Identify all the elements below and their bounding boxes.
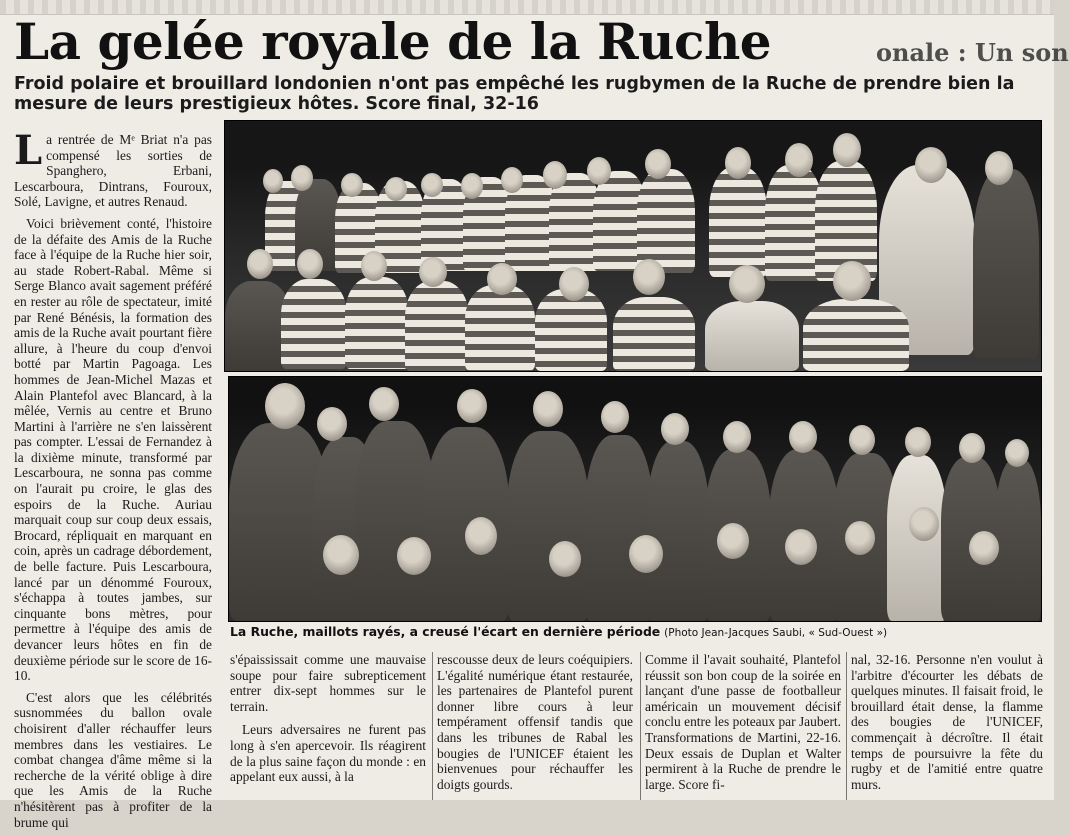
lead-column (14, 127, 212, 836)
team-photo-bottom (228, 376, 1042, 622)
team-photo-top (224, 120, 1042, 372)
lead-paragraph-2: Voici brièvement conté, l'histoire de la défaite des Amis de la Ruche face à l'équipe de la Ruche hier soir, au stade Robert-Rabal. Même si Serge Blanco avait sagement préféré en rester au rôle de spectateur, imité par René Bénésis, la formation des amis de la Ruche avait pourtant fière allure, à l'heure du coup d'envoi botté par Martin Pagoaga. Les hommes de Jean-Michel Mazas et Alain Plantefol avec Blancard, à la mêlée, Vernis au centre et Bruno Martini à l'arrière ne s'en laissèrent pas compter. L'essai de Fernandez à la dixième minute, transformé par Lescarboura, ne sonna pas comme on l'aurait pu croire, le glas des espoirs de la Ruche. Auriau marquait coup sur coup deux essais, Brocard, répliquait en marquant en coin, après un cadrage débordement, de belle facture. Puis Lescarboura, lancé par un dénommé Fouroux, s'échappa à toutes jambes, sur cinquante bons mètres, pour permettre à l'équipe des amis de devancer leurs hôtes en fin de deuxième période sur le score de 16-10. (14, 215, 212, 684)
caption-text: La Ruche, maillots rayés, a creusé l'écart en dernière période (230, 624, 661, 639)
column-rule (432, 652, 433, 800)
body-column-2 (437, 652, 633, 800)
subheadline: Froid polaire et brouillard londonien n'ont pas empêché les rugbymen de la Ruche de prendre bien la mesure de leurs prestigieux hôtes. Score final, 32-16 (14, 74, 1015, 114)
body-column-4 (851, 652, 1043, 800)
photo-credit: (Photo Jean-Jacques Saubi, « Sud-Ouest ») (664, 627, 888, 639)
lead-paragraph-1: La rentrée de Mᵉ Briat n'a pas compensé les sorties de Spanghero, Erbani, Lescarboura, Dintrans, Fouroux, Solé, Lavigne, et autres Renaud. (14, 127, 212, 210)
photo-caption (230, 624, 1040, 639)
column-rule (640, 652, 641, 800)
body-column-3 (645, 652, 841, 800)
column-1-paragraph-1: s'épaississait comme une mauvaise soupe pour faire subrepticement entrer dix-sept hommes sur le terrain. (230, 652, 426, 714)
lead-paragraph-3: C'est alors que les célébrités susnommées du ballon ovale choisirent d'aller réchauffer leurs membres dans les vestiaires. Le combat changea d'âme même si la recherche de la vérité oblige à dire que les Amis de la Ruche n'hésitèrent pas à profiter de la brume qui (14, 689, 212, 830)
column-4-paragraph-1: nal, 32-16. Personne n'en voulut à l'arbitre d'écourter les débats de quelques minutes. Il faisait froid, le brouillard était dense, la flamme des bougies de l'UNICEF, commençait à décroître. Il était temps de poursuivre la fête du rugby et de l'amitié entre quatre murs. (851, 652, 1043, 792)
adjacent-article-headline-fragment: onale : Un son (876, 38, 1069, 67)
column-rule (846, 652, 847, 800)
column-2-paragraph-1: rescousse deux de leurs coéquipiers. L'égalité numérique étant restaurée, les partenaires de Plantefol purent donner libre cours à leur tempérament offensif tandis que dans les tribunes de Rabal les bougies de l'UNICEF étaient les bienvenues pour réchauffer les doigts gourds. (437, 652, 633, 792)
body-column-1 (230, 652, 426, 800)
headline: La gelée royale de la Ruche (14, 12, 772, 71)
column-1-paragraph-2: Leurs adversaires ne furent pas long à s'en apercevoir. Ils réagirent de la plus saine façon du monde : en appelant eux aussi, à la (230, 722, 426, 785)
drop-cap: L (14, 127, 43, 174)
column-3-paragraph-1: Comme il l'avait souhaité, Plantefol réussit son bon coup de la soirée en lançant d'une passe de footballeur américain un mouvement décisif conclu entre les poteaux par Jaubert. Transformations de Martini, 22-16. Deux essais de Duplan et Walter permirent à la Ruche de prendre le large. Score fi- (645, 652, 841, 792)
